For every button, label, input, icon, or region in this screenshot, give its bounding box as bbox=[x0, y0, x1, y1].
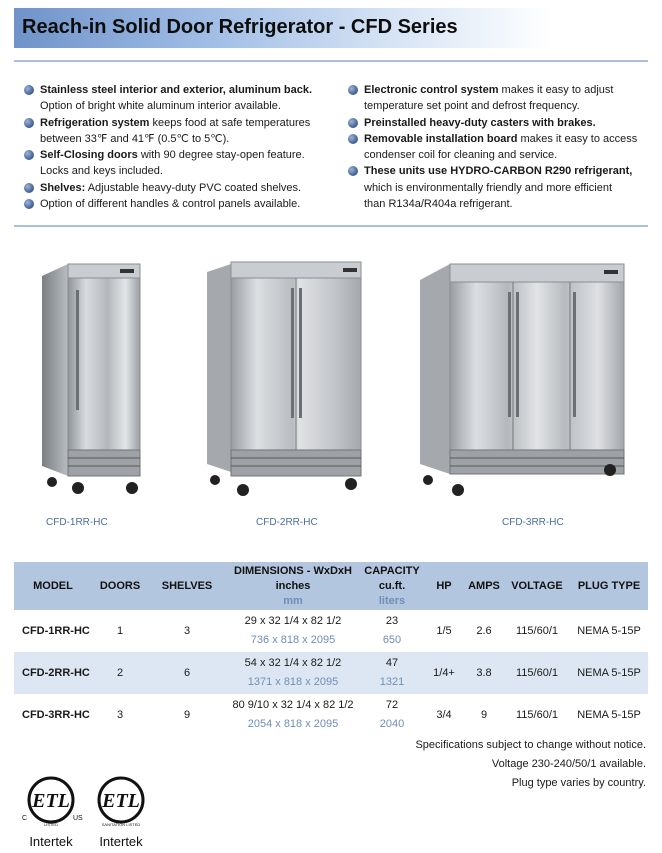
spec-table bbox=[14, 562, 648, 736]
bullet-icon bbox=[24, 150, 34, 160]
bullet-icon bbox=[24, 199, 34, 209]
bullet-icon bbox=[348, 166, 358, 176]
header-hp: HP bbox=[424, 562, 464, 610]
cell-dim-mm: 1371 x 818 x 2095 bbox=[247, 676, 339, 688]
cell-dimensions bbox=[226, 694, 360, 736]
footnotes bbox=[415, 736, 646, 793]
feature-text: Locks and keys included. bbox=[40, 165, 163, 178]
feature-text: makes it easy to access bbox=[517, 132, 638, 145]
table-row bbox=[14, 694, 648, 736]
page-title: Reach-in Solid Door Refrigerator - CFD Series bbox=[22, 16, 458, 38]
product-label: CFD-3RR-HC bbox=[502, 517, 564, 528]
feature-bold: Removable installation board bbox=[364, 132, 518, 145]
cell-cap-liters: 1321 bbox=[379, 676, 405, 688]
cell-doors: 2 bbox=[92, 652, 148, 694]
cell-shelves: 9 bbox=[148, 694, 226, 736]
cell-cap-liters: 2040 bbox=[379, 718, 405, 730]
cell-dim-inches: 80 9/10 x 32 1/4 x 82 1/2 bbox=[232, 699, 354, 711]
header-plug: PLUG TYPE bbox=[570, 562, 648, 610]
feature-bold: Self-Closing doors bbox=[40, 149, 138, 162]
cell-model: CFD-3RR-HC bbox=[14, 694, 92, 736]
feature-text: Adjustable heavy-duty PVC coated shelves. bbox=[85, 181, 302, 194]
cell-plug: NEMA 5-15P bbox=[570, 610, 648, 652]
cell-dimensions bbox=[226, 610, 360, 652]
feature-text: between 33℉ and 41℉ (0.5℃ to 5℃). bbox=[40, 132, 230, 145]
svg-text:Intertek: Intertek bbox=[99, 834, 143, 849]
etl-listed-logo bbox=[18, 770, 84, 850]
header-capacity-label: CAPACITY bbox=[364, 564, 420, 577]
fridge-1-door-image bbox=[38, 260, 146, 500]
bullet-icon bbox=[348, 85, 358, 95]
svg-text:LISTED: LISTED bbox=[43, 822, 59, 827]
header-capacity-unit: cu.ft. bbox=[378, 579, 406, 592]
footnote: Specifications subject to change without notice. bbox=[415, 739, 646, 751]
cell-doors: 1 bbox=[92, 610, 148, 652]
feature-bold: Stainless steel interior and exterior, aluminum back. bbox=[40, 84, 313, 96]
bullet-icon bbox=[348, 118, 358, 128]
bullet-icon bbox=[24, 183, 34, 193]
features-right bbox=[348, 82, 648, 212]
cell-shelves: 3 bbox=[148, 610, 226, 652]
feature-item bbox=[348, 82, 648, 115]
cell-cap-cuft: 72 bbox=[385, 699, 399, 711]
cell-amps: 2.6 bbox=[464, 610, 504, 652]
cell-dim-inches: 54 x 32 1/4 x 82 1/2 bbox=[244, 657, 342, 669]
table-row bbox=[14, 652, 648, 694]
feature-text: temperature set point and defrost frequency. bbox=[364, 100, 580, 113]
svg-text:US: US bbox=[73, 815, 83, 822]
feature-item bbox=[348, 115, 648, 131]
bullet-icon bbox=[24, 118, 34, 128]
bullet-icon bbox=[348, 134, 358, 144]
feature-item bbox=[348, 131, 648, 164]
svg-text:C: C bbox=[22, 815, 28, 822]
header-voltage: VOLTAGE bbox=[504, 562, 570, 610]
cell-shelves: 6 bbox=[148, 652, 226, 694]
cell-cap-cuft: 23 bbox=[385, 615, 399, 627]
feature-text: keeps food at safe temperatures bbox=[149, 116, 311, 129]
cell-plug: NEMA 5-15P bbox=[570, 652, 648, 694]
cell-cap-liters: 650 bbox=[382, 634, 402, 646]
cell-capacity bbox=[360, 652, 424, 694]
footnote: Plug type varies by country. bbox=[511, 777, 646, 789]
svg-text:SANITATION LISTED: SANITATION LISTED bbox=[101, 822, 141, 827]
table-header-row bbox=[14, 562, 648, 610]
feature-bold: Electronic control system bbox=[364, 84, 499, 96]
feature-bold: Shelves: bbox=[40, 181, 86, 194]
cell-voltage: 115/60/1 bbox=[504, 694, 570, 736]
feature-bold: Preinstalled heavy-duty casters with brakes. bbox=[364, 116, 596, 129]
feature-item bbox=[24, 196, 324, 212]
footnote: Voltage 230-240/50/1 available. bbox=[491, 758, 646, 770]
bullet-icon bbox=[24, 85, 34, 95]
feature-text: makes it easy to adjust bbox=[498, 84, 614, 96]
cell-voltage: 115/60/1 bbox=[504, 652, 570, 694]
table-row bbox=[14, 610, 648, 652]
cell-model: CFD-2RR-HC bbox=[14, 652, 92, 694]
feature-item bbox=[24, 180, 324, 196]
cell-hp: 1/5 bbox=[424, 610, 464, 652]
header-shelves: SHELVES bbox=[148, 562, 226, 610]
cell-dim-mm: 736 x 818 x 2095 bbox=[250, 634, 336, 646]
feature-text: Option of bright white aluminum interior available. bbox=[40, 100, 281, 113]
cell-hp: 3/4 bbox=[424, 694, 464, 736]
header-doors: DOORS bbox=[92, 562, 148, 610]
feature-item bbox=[24, 147, 324, 180]
cell-cap-cuft: 47 bbox=[385, 657, 399, 669]
svg-text:Intertek: Intertek bbox=[29, 834, 73, 849]
feature-bold: Refrigeration system bbox=[40, 116, 150, 129]
feature-item bbox=[24, 115, 324, 148]
cell-dim-inches: 29 x 32 1/4 x 82 1/2 bbox=[244, 615, 342, 627]
feature-bold: These units use HYDRO-CARBON R290 refrigerant, bbox=[364, 165, 633, 178]
feature-text: than R134a/R404a refrigerant. bbox=[364, 198, 513, 211]
svg-text:ETL: ETL bbox=[102, 790, 140, 812]
cell-plug: NEMA 5-15P bbox=[570, 694, 648, 736]
cell-capacity bbox=[360, 694, 424, 736]
feature-item bbox=[348, 163, 648, 212]
fridge-3-door-image bbox=[418, 260, 628, 502]
cell-capacity bbox=[360, 610, 424, 652]
product-label: CFD-2RR-HC bbox=[256, 517, 318, 528]
feature-text: which is environmentally friendly and more efficient bbox=[364, 181, 613, 194]
header-dimensions-unit-mm: mm bbox=[283, 594, 303, 607]
svg-text:ETL: ETL bbox=[32, 790, 70, 812]
header-amps: AMPS bbox=[464, 562, 504, 610]
header-dimensions bbox=[226, 562, 360, 610]
feature-item bbox=[24, 82, 324, 115]
features-left bbox=[24, 82, 324, 212]
header-model: MODEL bbox=[14, 562, 92, 610]
cell-amps: 9 bbox=[464, 694, 504, 736]
cell-amps: 3.8 bbox=[464, 652, 504, 694]
cell-voltage: 115/60/1 bbox=[504, 610, 570, 652]
cell-dim-mm: 2054 x 818 x 2095 bbox=[247, 718, 339, 730]
feature-text: with 90 degree stay-open feature. bbox=[137, 149, 305, 162]
header-dimensions-unit: inches bbox=[275, 579, 311, 592]
feature-text: Option of different handles & control panels available. bbox=[40, 198, 301, 211]
etl-sanitation-logo bbox=[88, 770, 154, 850]
cell-doors: 3 bbox=[92, 694, 148, 736]
header-capacity bbox=[360, 562, 424, 610]
feature-text: condenser coil for cleaning and service. bbox=[364, 149, 558, 162]
title-banner bbox=[14, 8, 648, 48]
top-divider bbox=[14, 60, 648, 62]
mid-divider bbox=[14, 225, 648, 227]
fridge-2-door-image bbox=[205, 258, 365, 503]
cell-hp: 1/4+ bbox=[424, 652, 464, 694]
product-label: CFD-1RR-HC bbox=[46, 517, 108, 528]
cell-model: CFD-1RR-HC bbox=[14, 610, 92, 652]
header-dimensions-label: DIMENSIONS - WxDxH bbox=[234, 564, 352, 577]
cell-dimensions bbox=[226, 652, 360, 694]
header-capacity-unit-l: liters bbox=[378, 594, 406, 607]
